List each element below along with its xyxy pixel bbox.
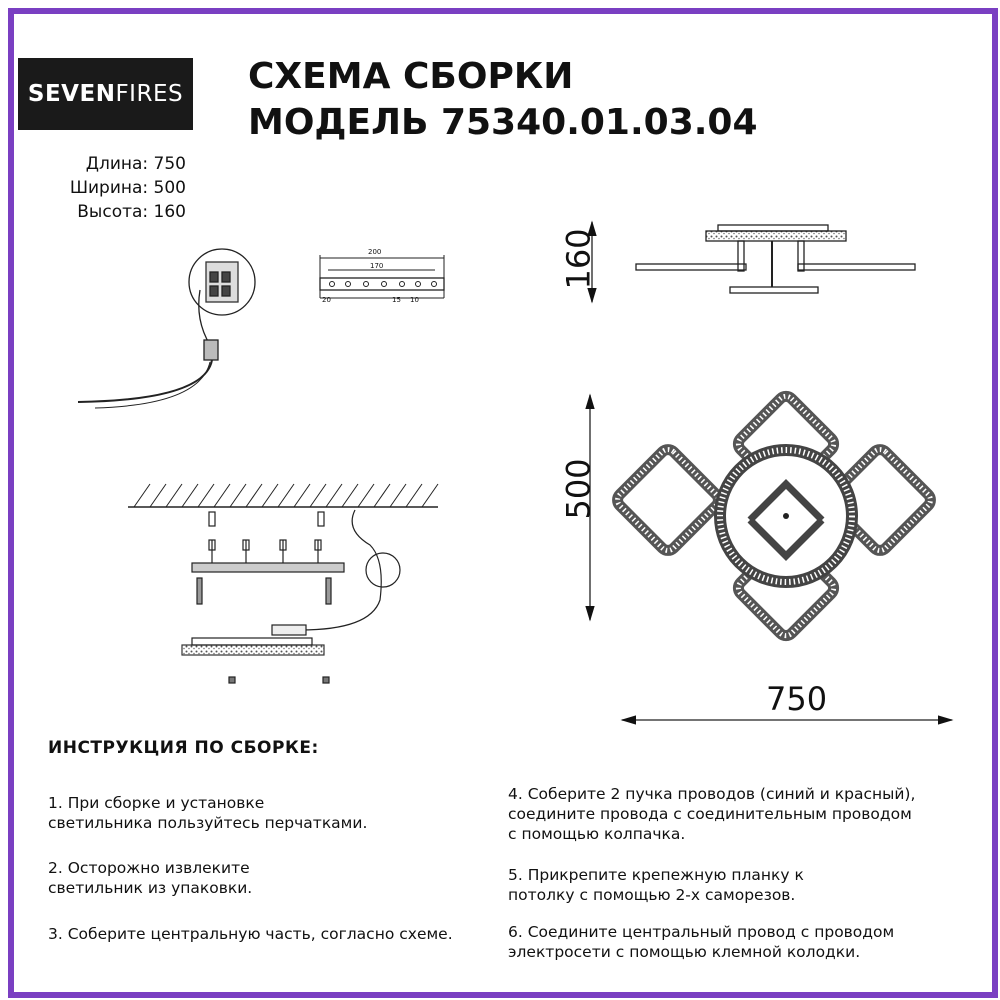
dimension-height: Высота: 160 [77,202,186,222]
title-line-1: СХЕМА СБОРКИ [248,56,574,97]
instruction-step-5: 5. Прикрепите крепежную планку к потолку с помощью 2-х саморезов. [508,866,804,904]
side-arm-left [636,264,746,270]
side-view [592,222,915,302]
height-label: 160 [559,228,598,290]
instruction-step-2: 2. Осторожно извлеките светильник из упаковки. [48,859,253,897]
ceiling-hatching [134,484,438,507]
dimension-width: Ширина: 500 [69,178,186,198]
exploded-assembly [128,484,438,683]
plate-total-label: 200 [368,248,382,256]
side-arm-right [798,264,915,270]
top-square-left [614,446,721,553]
plate-a-label: 15 [392,296,401,304]
side-canopy [706,231,846,241]
brand-logo-bold: SEVEN [27,81,116,107]
brand-logo-light: FIRES [115,81,184,107]
title-line-2: МОДЕЛЬ 75340.01.03.04 [248,102,758,143]
wire-connector-detail [78,249,255,408]
side-mount-plate [718,225,828,231]
plate-holes-label: 170 [370,262,384,270]
plate-edge-label: 20 [322,296,331,304]
exploded-canopy [182,645,324,655]
side-stand-right [798,241,804,271]
instruction-step-4: 4. Соберите 2 пучка проводов (синий и красный), соедините провода с соединительным проводом с помощью колпачка. [508,785,916,843]
top-view [590,393,952,720]
instructions-heading: ИНСТРУКЦИЯ ПО СБОРКЕ: [48,738,319,758]
instruction-step-3: 3. Соберите центральную часть, согласно схеме. [48,925,453,943]
plate-b-label: 10 [410,296,419,304]
instruction-step-1: 1. При сборке и установке светильника пользуйтесь перчатками. [48,794,368,832]
dimension-length: Длина: 750 [85,154,186,174]
side-stand-left [738,241,744,271]
exploded-mounting-plate [192,563,344,572]
side-arm-bottom [730,287,818,293]
instruction-step-6: 6. Соедините центральный провод с проводом электросети с помощью клемной колодки. [508,923,895,961]
length-label: 750 [766,680,828,718]
width-label: 500 [559,458,598,520]
